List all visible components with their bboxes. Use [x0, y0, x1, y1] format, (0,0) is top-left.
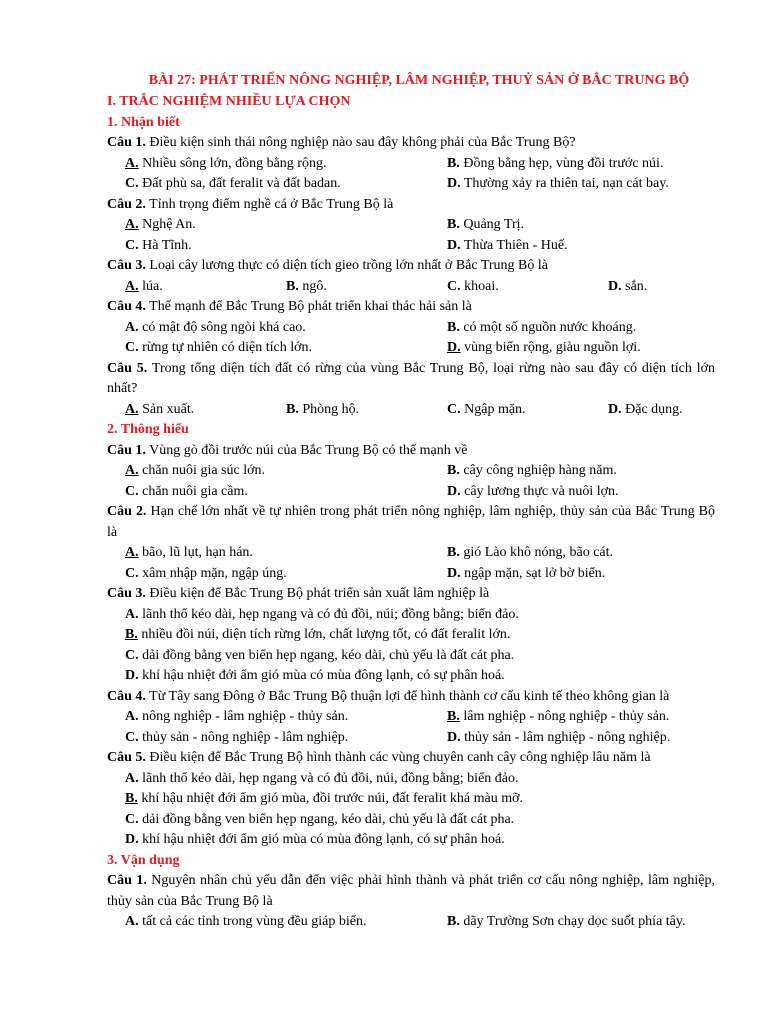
option-a [125, 215, 196, 236]
option-text: Ngập mặn. [460, 401, 526, 417]
option-d [447, 174, 669, 195]
question [107, 133, 715, 154]
option-key: D. [447, 565, 461, 581]
option-a [125, 318, 306, 339]
option-text: nông nghiệp - lâm nghiệp - thủy sản. [138, 709, 349, 724]
option-text: dải đồng bằng ven biển hẹp ngang, kéo dài, chủ yếu là đất cát pha. [138, 811, 515, 827]
option-text: dải đồng bằng ven biển hẹp ngang, kéo dài, chủ yếu là đất cát pha. [138, 647, 515, 663]
option-b [447, 707, 669, 728]
option-key: C. [447, 278, 461, 294]
section-heading: 3. Vận dụng [107, 852, 180, 868]
option-text: Thừa Thiên - Huế. [460, 237, 568, 253]
option-text: Phòng hộ. [298, 401, 360, 417]
option-b [447, 912, 685, 933]
option-text: vùng biển rộng, giàu nguồn lợi. [460, 340, 641, 355]
option-c [447, 400, 526, 421]
option-c [107, 646, 715, 667]
option-key: D. [125, 832, 139, 847]
option-text: Đất phù sa, đất feralit và đất badan. [138, 176, 341, 191]
option-text: Nghệ An. [138, 217, 196, 232]
options-row [107, 461, 715, 482]
options-row [107, 400, 715, 421]
option-key: B. [125, 627, 138, 642]
options-row [107, 277, 715, 298]
question-text: Hạn chế lớn nhất về tự nhiên trong phát triển nông nghiệp, lâm nghiệp, thủy sản của Bắc Trung Bộ là [107, 504, 715, 540]
option-b [447, 318, 636, 339]
option-key: C. [125, 729, 139, 745]
option-d [447, 564, 605, 585]
option-d [447, 728, 670, 749]
option-key: B. [286, 401, 299, 417]
option-d [447, 338, 641, 359]
option-key: A. [125, 606, 139, 622]
option-d [107, 830, 715, 851]
option-text: Đặc dụng. [621, 401, 683, 417]
option-a [125, 543, 253, 564]
question-text: Điều kiện để Bắc Trung Bộ phát triển sản xuất lâm nghiệp là [145, 586, 490, 601]
section-heading: 1. Nhận biết [107, 114, 180, 130]
option-b [107, 625, 715, 646]
option-c [125, 564, 287, 585]
option-key: A. [125, 709, 139, 724]
option-text: sắn. [621, 278, 648, 294]
option-key: A. [125, 770, 139, 786]
option-text: nhiều đồi núi, diện tích rừng lớn, chất lượng tốt, có đất feralit lớn. [137, 627, 511, 642]
question [107, 871, 715, 912]
document-page [107, 71, 715, 933]
question-label: Câu 2. [107, 196, 146, 212]
option-text: tất cả các tỉnh trong vùng đều giáp biển. [138, 914, 367, 929]
option-c [125, 728, 348, 749]
option-key: C. [125, 340, 139, 355]
options-row [107, 318, 715, 339]
question-label: Câu 2. [107, 504, 147, 519]
option-key: B. [447, 709, 460, 724]
option-b [447, 461, 617, 482]
question-label: Câu 1. [107, 135, 146, 150]
option-key: B. [447, 545, 460, 560]
option-key: C. [447, 401, 461, 417]
option-text: cây công nghiệp hàng năm. [459, 463, 617, 478]
option-text: ngô. [298, 278, 327, 294]
option-text: khí hậu nhiệt đới ẩm gió mùa có mùa đông lạnh, có sự phân hoá. [138, 832, 505, 847]
option-c [447, 277, 499, 298]
option-key: A. [125, 217, 139, 232]
option-c [125, 482, 248, 503]
options-row [107, 154, 715, 175]
part-heading: I. TRẮC NGHIỆM NHIỀU LỰA CHỌN [107, 94, 351, 109]
option-d [608, 277, 647, 298]
option-text: có một số nguồn nước khoáng. [459, 319, 637, 335]
question-text: Điều kiện sinh thái nông nghiệp nào sau đây không phải của Bắc Trung Bộ? [145, 135, 576, 150]
question-text: Thế mạnh để Bắc Trung Bộ phát triển khai thác hải sản là [145, 299, 472, 314]
options-row [107, 912, 715, 933]
option-key: A. [125, 463, 139, 478]
option-a [107, 605, 715, 626]
question-label: Câu 3. [107, 586, 146, 601]
option-c [125, 236, 192, 257]
option-a [125, 707, 348, 728]
option-c [107, 810, 715, 831]
option-text: lúa. [138, 278, 163, 294]
option-key: D. [447, 176, 461, 191]
question-text: Trong tổng diện tích đất có rừng của vùng Bắc Trung Bộ, loại rừng nào sau đây có diện tích lớn nhất? [107, 360, 715, 396]
question-text: Nguyên nhân chủ yếu dẫn đến việc phải hình thành và phát triển cơ cấu nông nghiệp, lâm nghiệp, thủy sản của Bắc Trung Bộ là [107, 873, 715, 909]
question-text: Từ Tây sang Đông ở Bắc Trung Bộ thuận lợi để hình thành cơ cấu kinh tế theo không gian là [145, 688, 670, 704]
option-d [447, 482, 619, 503]
option-key: B. [447, 217, 460, 232]
option-key: D. [608, 401, 622, 417]
options-row [107, 174, 715, 195]
option-d [107, 666, 715, 687]
option-key: C. [125, 565, 139, 581]
option-text: khoai. [460, 278, 499, 294]
option-key: D. [125, 668, 139, 683]
lesson-title: BÀI 27: PHÁT TRIỂN NÔNG NGHIỆP, LÂM NGHIỆP, THUỶ SẢN Ở BẮC TRUNG BỘ [148, 73, 690, 88]
question-text: Điều kiện để Bắc Trung Bộ hình thành các vùng chuyên canh cây công nghiệp lâu năm là [145, 750, 651, 765]
option-key: D. [447, 340, 461, 355]
question [107, 441, 715, 462]
question [107, 502, 715, 543]
option-key: C. [125, 176, 139, 191]
option-text: bão, lũ lụt, hạn hán. [138, 545, 253, 560]
option-text: Đồng bằng hẹp, vùng đồi trước núi. [459, 155, 664, 171]
option-b [447, 215, 524, 236]
option-key: C. [125, 237, 139, 253]
question-label: Câu 4. [107, 299, 146, 314]
question-text: Vùng gò đồi trước núi của Bắc Trung Bộ có thế mạnh về [145, 442, 468, 458]
option-text: Nhiều sông lớn, đồng bằng rộng. [138, 155, 327, 171]
option-text: Hà Tĩnh. [138, 237, 192, 253]
option-d [447, 236, 568, 257]
option-key: C. [125, 811, 139, 827]
option-text: rừng tự nhiên có diện tích lớn. [138, 340, 313, 355]
option-key: D. [447, 483, 461, 499]
option-text: khí hậu nhiệt đới ẩm gió mùa, đồi trước núi, đất feralit khá màu mỡ. [137, 791, 524, 806]
option-a [125, 461, 265, 482]
option-a [125, 277, 163, 298]
option-key: C. [125, 647, 139, 663]
options-row [107, 338, 715, 359]
option-key: A. [125, 545, 139, 560]
option-text: thủy sản - lâm nghiệp - nông nghiệp. [460, 729, 671, 745]
option-text: Sản xuất. [138, 401, 195, 417]
question [107, 195, 715, 216]
option-key: B. [447, 155, 460, 171]
options-row [107, 543, 715, 564]
question-label: Câu 4. [107, 688, 146, 704]
option-text: gió Lào khô nóng, bão cát. [459, 545, 614, 560]
option-key: D. [447, 237, 461, 253]
option-text: lâm nghiệp - nông nghiệp - thủy sản. [459, 709, 670, 724]
option-a [107, 769, 715, 790]
question-text: Tỉnh trọng điểm nghề cá ở Bắc Trung Bộ là [145, 196, 394, 212]
option-key: D. [447, 729, 461, 745]
question [107, 687, 715, 708]
option-text: lãnh thổ kéo dài, hẹp ngang và có đủ đồi, núi; đồng bằng; biển đảo. [138, 606, 519, 622]
option-key: B. [447, 463, 460, 478]
option-text: khí hậu nhiệt đới ẩm gió mùa có mùa đông lạnh, có sự phân hoá. [138, 668, 505, 683]
question-label: Câu 5. [107, 750, 146, 765]
question-label: Câu 1. [107, 442, 146, 458]
options-row [107, 564, 715, 585]
options-row [107, 728, 715, 749]
option-text: thủy sản - nông nghiệp - lâm nghiệp. [138, 729, 349, 745]
options-row [107, 215, 715, 236]
option-key: A. [125, 155, 139, 171]
option-b [286, 277, 327, 298]
option-a [125, 912, 366, 933]
option-text: chăn nuôi gia súc lớn. [138, 463, 266, 478]
option-d [608, 400, 683, 421]
section-heading: 2. Thông hiểu [107, 422, 189, 437]
option-text: lãnh thổ kéo dài, hẹp ngang và có đủ đồi, núi, đồng bằng; biển đảo. [138, 770, 519, 786]
question-label: Câu 1. [107, 873, 147, 888]
option-key: D. [608, 278, 622, 294]
question [107, 584, 715, 605]
option-c [125, 174, 341, 195]
question-label: Câu 3. [107, 258, 146, 273]
question-text: Loại cây lương thực có diện tích gieo trồng lớn nhất ở Bắc Trung Bộ là [145, 258, 549, 273]
option-key: C. [125, 483, 139, 499]
option-text: Quảng Trị. [459, 217, 525, 232]
option-key: A. [125, 914, 139, 929]
option-c [125, 338, 312, 359]
option-text: chăn nuôi gia cầm. [138, 483, 248, 499]
options-row [107, 236, 715, 257]
option-key: A. [125, 401, 139, 417]
question [107, 256, 715, 277]
option-b [447, 543, 613, 564]
option-b [286, 400, 359, 421]
options-row [107, 482, 715, 503]
option-text: dãy Trường Sơn chạy dọc suốt phía tây. [459, 914, 686, 929]
option-a [125, 400, 194, 421]
option-text: xâm nhập mặn, ngập úng. [138, 565, 287, 581]
question [107, 748, 715, 769]
option-text: cây lương thực và nuôi lợn. [460, 483, 619, 499]
option-text: Thường xảy ra thiên tai, nạn cát bay. [460, 176, 669, 191]
option-b [447, 154, 663, 175]
options-row [107, 707, 715, 728]
option-key: B. [447, 914, 460, 929]
option-key: A. [125, 319, 139, 335]
question [107, 359, 715, 400]
option-b [107, 789, 715, 810]
question [107, 297, 715, 318]
option-key: B. [447, 319, 460, 335]
option-key: A. [125, 278, 139, 294]
option-a [125, 154, 326, 175]
option-key: B. [286, 278, 299, 294]
option-text: có mật độ sông ngòi khá cao. [138, 319, 306, 335]
option-text: ngập mặn, sạt lở bờ biển. [460, 565, 606, 581]
question-label: Câu 5. [107, 360, 148, 376]
option-key: B. [125, 791, 138, 806]
